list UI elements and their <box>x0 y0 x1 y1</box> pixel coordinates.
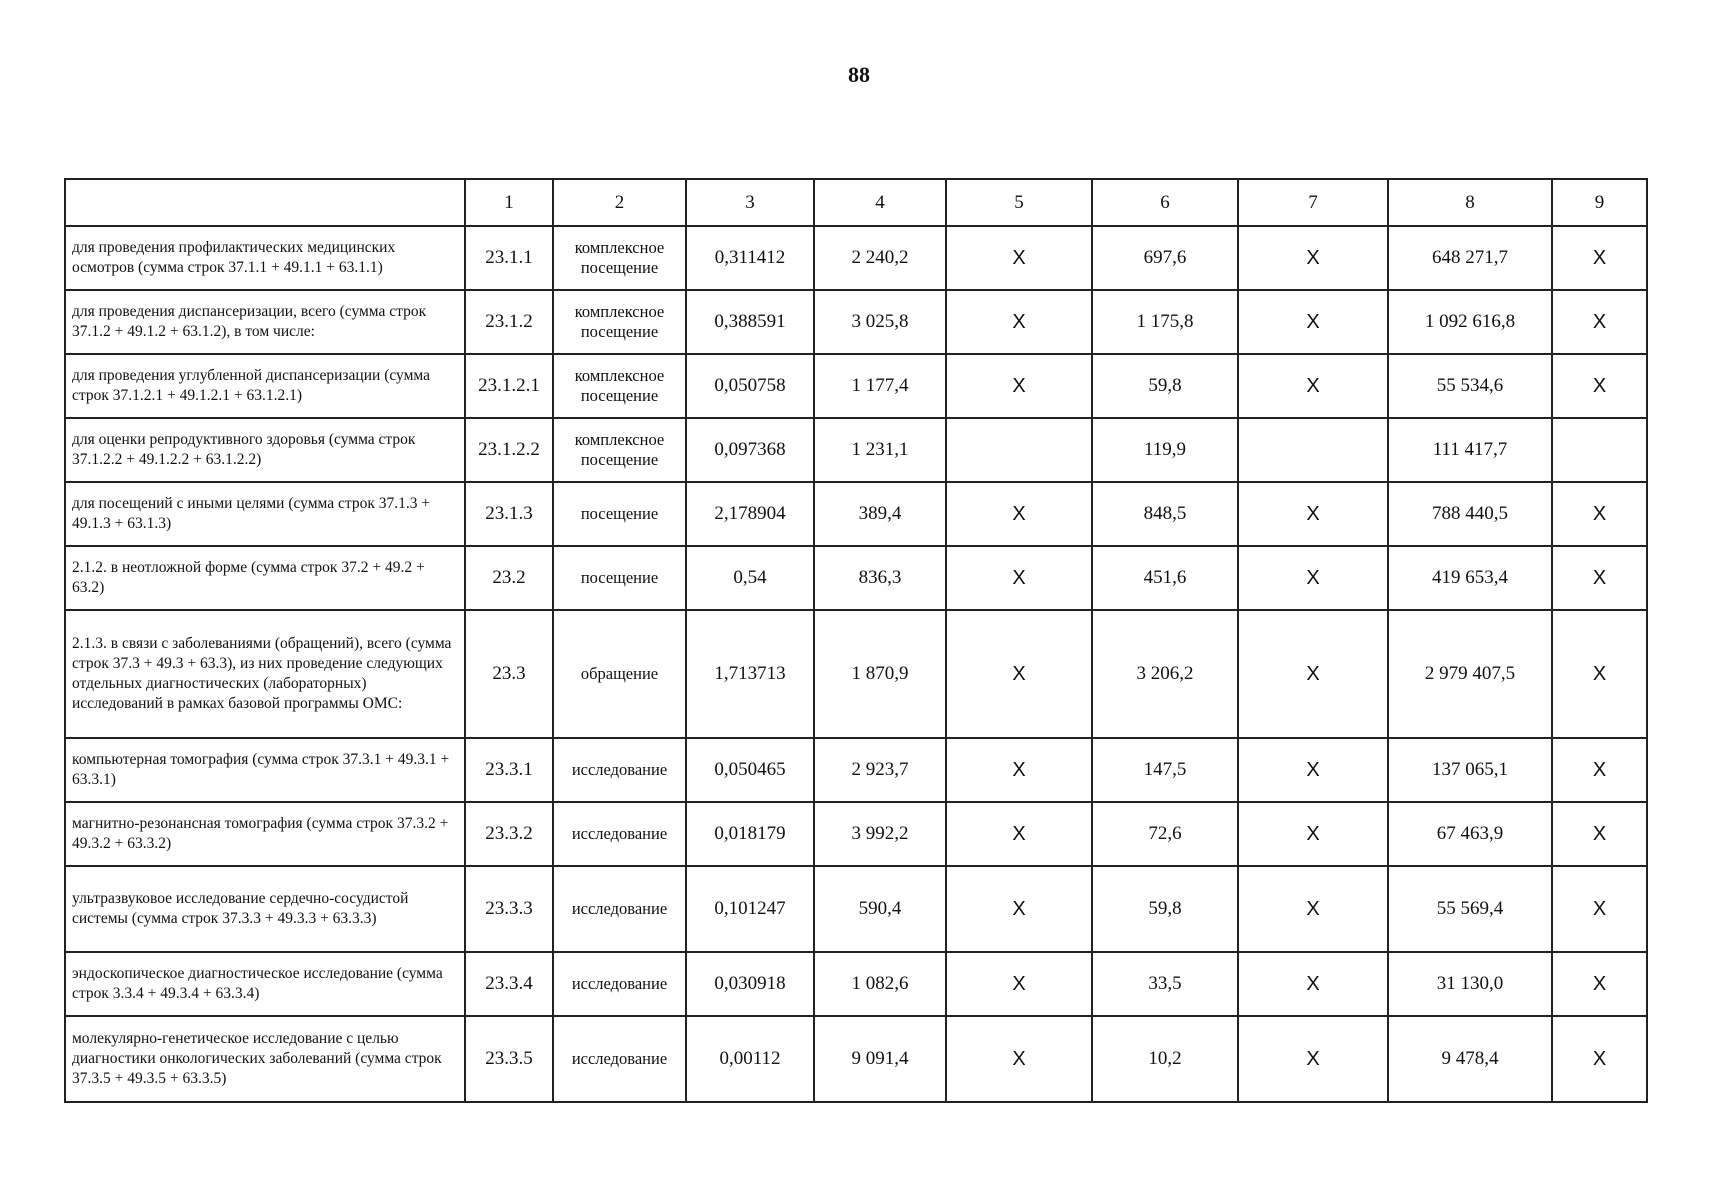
row-col-8: 67 463,9 <box>1388 802 1552 866</box>
row-unit: посещение <box>553 546 686 610</box>
row-col-5: Х <box>946 952 1092 1016</box>
row-col-3: 0,030918 <box>686 952 814 1016</box>
table-row <box>65 802 1647 866</box>
row-description: 2.1.2. в неотложной форме (сумма строк 37.2 + 49.2 + 63.2) <box>65 546 465 610</box>
row-col-3: 0,00112 <box>686 1016 814 1102</box>
row-col-9: Х <box>1552 226 1647 290</box>
row-unit: исследование <box>553 1016 686 1102</box>
header-cell-label <box>65 179 465 226</box>
row-col-3: 0,097368 <box>686 418 814 482</box>
row-col-7: Х <box>1238 610 1388 738</box>
data-table <box>64 178 1648 1103</box>
row-col-7 <box>1238 418 1388 482</box>
row-col-9: Х <box>1552 738 1647 802</box>
page-number: 88 <box>848 62 870 87</box>
row-unit: посещение <box>553 482 686 546</box>
row-unit: комплексное посещение <box>553 226 686 290</box>
row-col-6: 697,6 <box>1092 226 1238 290</box>
row-col-4: 590,4 <box>814 866 946 952</box>
table-row <box>65 354 1647 418</box>
row-description: для проведения диспансеризации, всего (сумма строк 37.1.2 + 49.1.2 + 63.1.2), в том числе: <box>65 290 465 354</box>
table-row <box>65 1016 1647 1102</box>
row-col-4: 836,3 <box>814 546 946 610</box>
row-col-6: 3 206,2 <box>1092 610 1238 738</box>
row-col-3: 0,388591 <box>686 290 814 354</box>
row-col-6: 33,5 <box>1092 952 1238 1016</box>
table-row <box>65 952 1647 1016</box>
row-col-4: 1 082,6 <box>814 952 946 1016</box>
row-col-3: 0,101247 <box>686 866 814 952</box>
row-col-4: 1 870,9 <box>814 610 946 738</box>
row-col-7: Х <box>1238 866 1388 952</box>
table-row <box>65 226 1647 290</box>
row-col-7: Х <box>1238 226 1388 290</box>
row-code: 23.3.2 <box>465 802 553 866</box>
row-code: 23.1.2.1 <box>465 354 553 418</box>
row-code: 23.1.2 <box>465 290 553 354</box>
row-code: 23.3.1 <box>465 738 553 802</box>
header-cell-6: 6 <box>1092 179 1238 226</box>
row-col-4: 3 992,2 <box>814 802 946 866</box>
row-code: 23.3 <box>465 610 553 738</box>
table-row <box>65 290 1647 354</box>
header-cell-3: 3 <box>686 179 814 226</box>
row-col-4: 389,4 <box>814 482 946 546</box>
row-col-3: 0,018179 <box>686 802 814 866</box>
row-col-4: 2 240,2 <box>814 226 946 290</box>
row-col-8: 55 534,6 <box>1388 354 1552 418</box>
header-cell-7: 7 <box>1238 179 1388 226</box>
row-description: компьютерная томография (сумма строк 37.3.1 + 49.3.1 + 63.3.1) <box>65 738 465 802</box>
row-col-8: 648 271,7 <box>1388 226 1552 290</box>
row-col-8: 788 440,5 <box>1388 482 1552 546</box>
row-col-4: 3 025,8 <box>814 290 946 354</box>
row-col-7: Х <box>1238 1016 1388 1102</box>
row-col-9: Х <box>1552 952 1647 1016</box>
row-col-8: 111 417,7 <box>1388 418 1552 482</box>
row-col-5: Х <box>946 354 1092 418</box>
row-code: 23.1.2.2 <box>465 418 553 482</box>
row-description: магнитно-резонансная томография (сумма строк 37.3.2 + 49.3.2 + 63.3.2) <box>65 802 465 866</box>
row-col-5: Х <box>946 610 1092 738</box>
row-col-7: Х <box>1238 802 1388 866</box>
row-unit: исследование <box>553 738 686 802</box>
row-col-3: 0,050465 <box>686 738 814 802</box>
row-col-5: Х <box>946 802 1092 866</box>
row-col-7: Х <box>1238 290 1388 354</box>
row-unit: комплексное посещение <box>553 418 686 482</box>
row-col-4: 1 231,1 <box>814 418 946 482</box>
row-col-5: Х <box>946 226 1092 290</box>
row-col-8: 137 065,1 <box>1388 738 1552 802</box>
row-col-9: Х <box>1552 802 1647 866</box>
row-code: 23.3.5 <box>465 1016 553 1102</box>
row-col-9: Х <box>1552 354 1647 418</box>
row-unit: комплексное посещение <box>553 290 686 354</box>
row-col-6: 451,6 <box>1092 546 1238 610</box>
table-row <box>65 482 1647 546</box>
row-col-8: 55 569,4 <box>1388 866 1552 952</box>
row-col-8: 419 653,4 <box>1388 546 1552 610</box>
row-unit: исследование <box>553 866 686 952</box>
row-col-5: Х <box>946 738 1092 802</box>
row-col-5: Х <box>946 546 1092 610</box>
row-code: 23.3.4 <box>465 952 553 1016</box>
table-row <box>65 546 1647 610</box>
table-row <box>65 866 1647 952</box>
row-col-7: Х <box>1238 952 1388 1016</box>
row-description: молекулярно-генетическое исследование с целью диагностики онкологических заболеваний (сумма строк 37.3.5 + 49.3.5 + 63.3.5) <box>65 1016 465 1102</box>
row-col-6: 72,6 <box>1092 802 1238 866</box>
row-description: для посещений с иными целями (сумма строк 37.1.3 + 49.1.3 + 63.1.3) <box>65 482 465 546</box>
header-cell-1: 1 <box>465 179 553 226</box>
row-col-6: 10,2 <box>1092 1016 1238 1102</box>
row-unit: исследование <box>553 802 686 866</box>
row-code: 23.2 <box>465 546 553 610</box>
row-col-9: Х <box>1552 866 1647 952</box>
row-col-6: 119,9 <box>1092 418 1238 482</box>
row-col-4: 2 923,7 <box>814 738 946 802</box>
table-row <box>65 738 1647 802</box>
header-row <box>65 179 1647 226</box>
row-col-5: Х <box>946 290 1092 354</box>
header-cell-5: 5 <box>946 179 1092 226</box>
row-description: для проведения профилактических медицинских осмотров (сумма строк 37.1.1 + 49.1.1 + 63.1.1) <box>65 226 465 290</box>
row-col-8: 2 979 407,5 <box>1388 610 1552 738</box>
row-col-3: 0,311412 <box>686 226 814 290</box>
row-unit: исследование <box>553 952 686 1016</box>
row-col-3: 2,178904 <box>686 482 814 546</box>
row-col-6: 1 175,8 <box>1092 290 1238 354</box>
row-col-7: Х <box>1238 482 1388 546</box>
row-col-5: Х <box>946 1016 1092 1102</box>
row-col-5: Х <box>946 866 1092 952</box>
row-description: ультразвуковое исследование сердечно-сосудистой системы (сумма строк 37.3.3 + 49.3.3 + 63.3.3) <box>65 866 465 952</box>
row-unit: комплексное посещение <box>553 354 686 418</box>
row-col-9: Х <box>1552 610 1647 738</box>
row-col-5: Х <box>946 482 1092 546</box>
row-col-4: 1 177,4 <box>814 354 946 418</box>
row-col-9: Х <box>1552 482 1647 546</box>
header-cell-8: 8 <box>1388 179 1552 226</box>
row-col-6: 147,5 <box>1092 738 1238 802</box>
row-col-3: 0,050758 <box>686 354 814 418</box>
row-col-5 <box>946 418 1092 482</box>
row-code: 23.3.3 <box>465 866 553 952</box>
row-col-9: Х <box>1552 546 1647 610</box>
row-description: для проведения углубленной диспансеризации (сумма строк 37.1.2.1 + 49.1.2.1 + 63.1.2.1) <box>65 354 465 418</box>
table-row <box>65 610 1647 738</box>
header-cell-4: 4 <box>814 179 946 226</box>
row-description: для оценки репродуктивного здоровья (сумма строк 37.1.2.2 + 49.1.2.2 + 63.1.2.2) <box>65 418 465 482</box>
row-col-7: Х <box>1238 546 1388 610</box>
row-code: 23.1.1 <box>465 226 553 290</box>
row-col-6: 848,5 <box>1092 482 1238 546</box>
row-col-6: 59,8 <box>1092 866 1238 952</box>
row-col-8: 31 130,0 <box>1388 952 1552 1016</box>
row-col-3: 0,54 <box>686 546 814 610</box>
header-cell-9: 9 <box>1552 179 1647 226</box>
row-col-9: Х <box>1552 290 1647 354</box>
row-description: 2.1.3. в связи с заболеваниями (обращений), всего (сумма строк 37.3 + 49.3 + 63.3), из них проведение следующих отдельных диагностических (лабораторных) исследований в рамках базовой программы ОМС: <box>65 610 465 738</box>
row-col-7: Х <box>1238 354 1388 418</box>
row-col-9: Х <box>1552 1016 1647 1102</box>
row-col-7: Х <box>1238 738 1388 802</box>
row-col-3: 1,713713 <box>686 610 814 738</box>
row-col-6: 59,8 <box>1092 354 1238 418</box>
header-cell-2: 2 <box>553 179 686 226</box>
row-code: 23.1.3 <box>465 482 553 546</box>
row-col-8: 1 092 616,8 <box>1388 290 1552 354</box>
row-col-9 <box>1552 418 1647 482</box>
row-col-8: 9 478,4 <box>1388 1016 1552 1102</box>
table-row <box>65 418 1647 482</box>
row-description: эндоскопическое диагностическое исследование (сумма строк 3.3.4 + 49.3.4 + 63.3.4) <box>65 952 465 1016</box>
row-col-4: 9 091,4 <box>814 1016 946 1102</box>
row-unit: обращение <box>553 610 686 738</box>
